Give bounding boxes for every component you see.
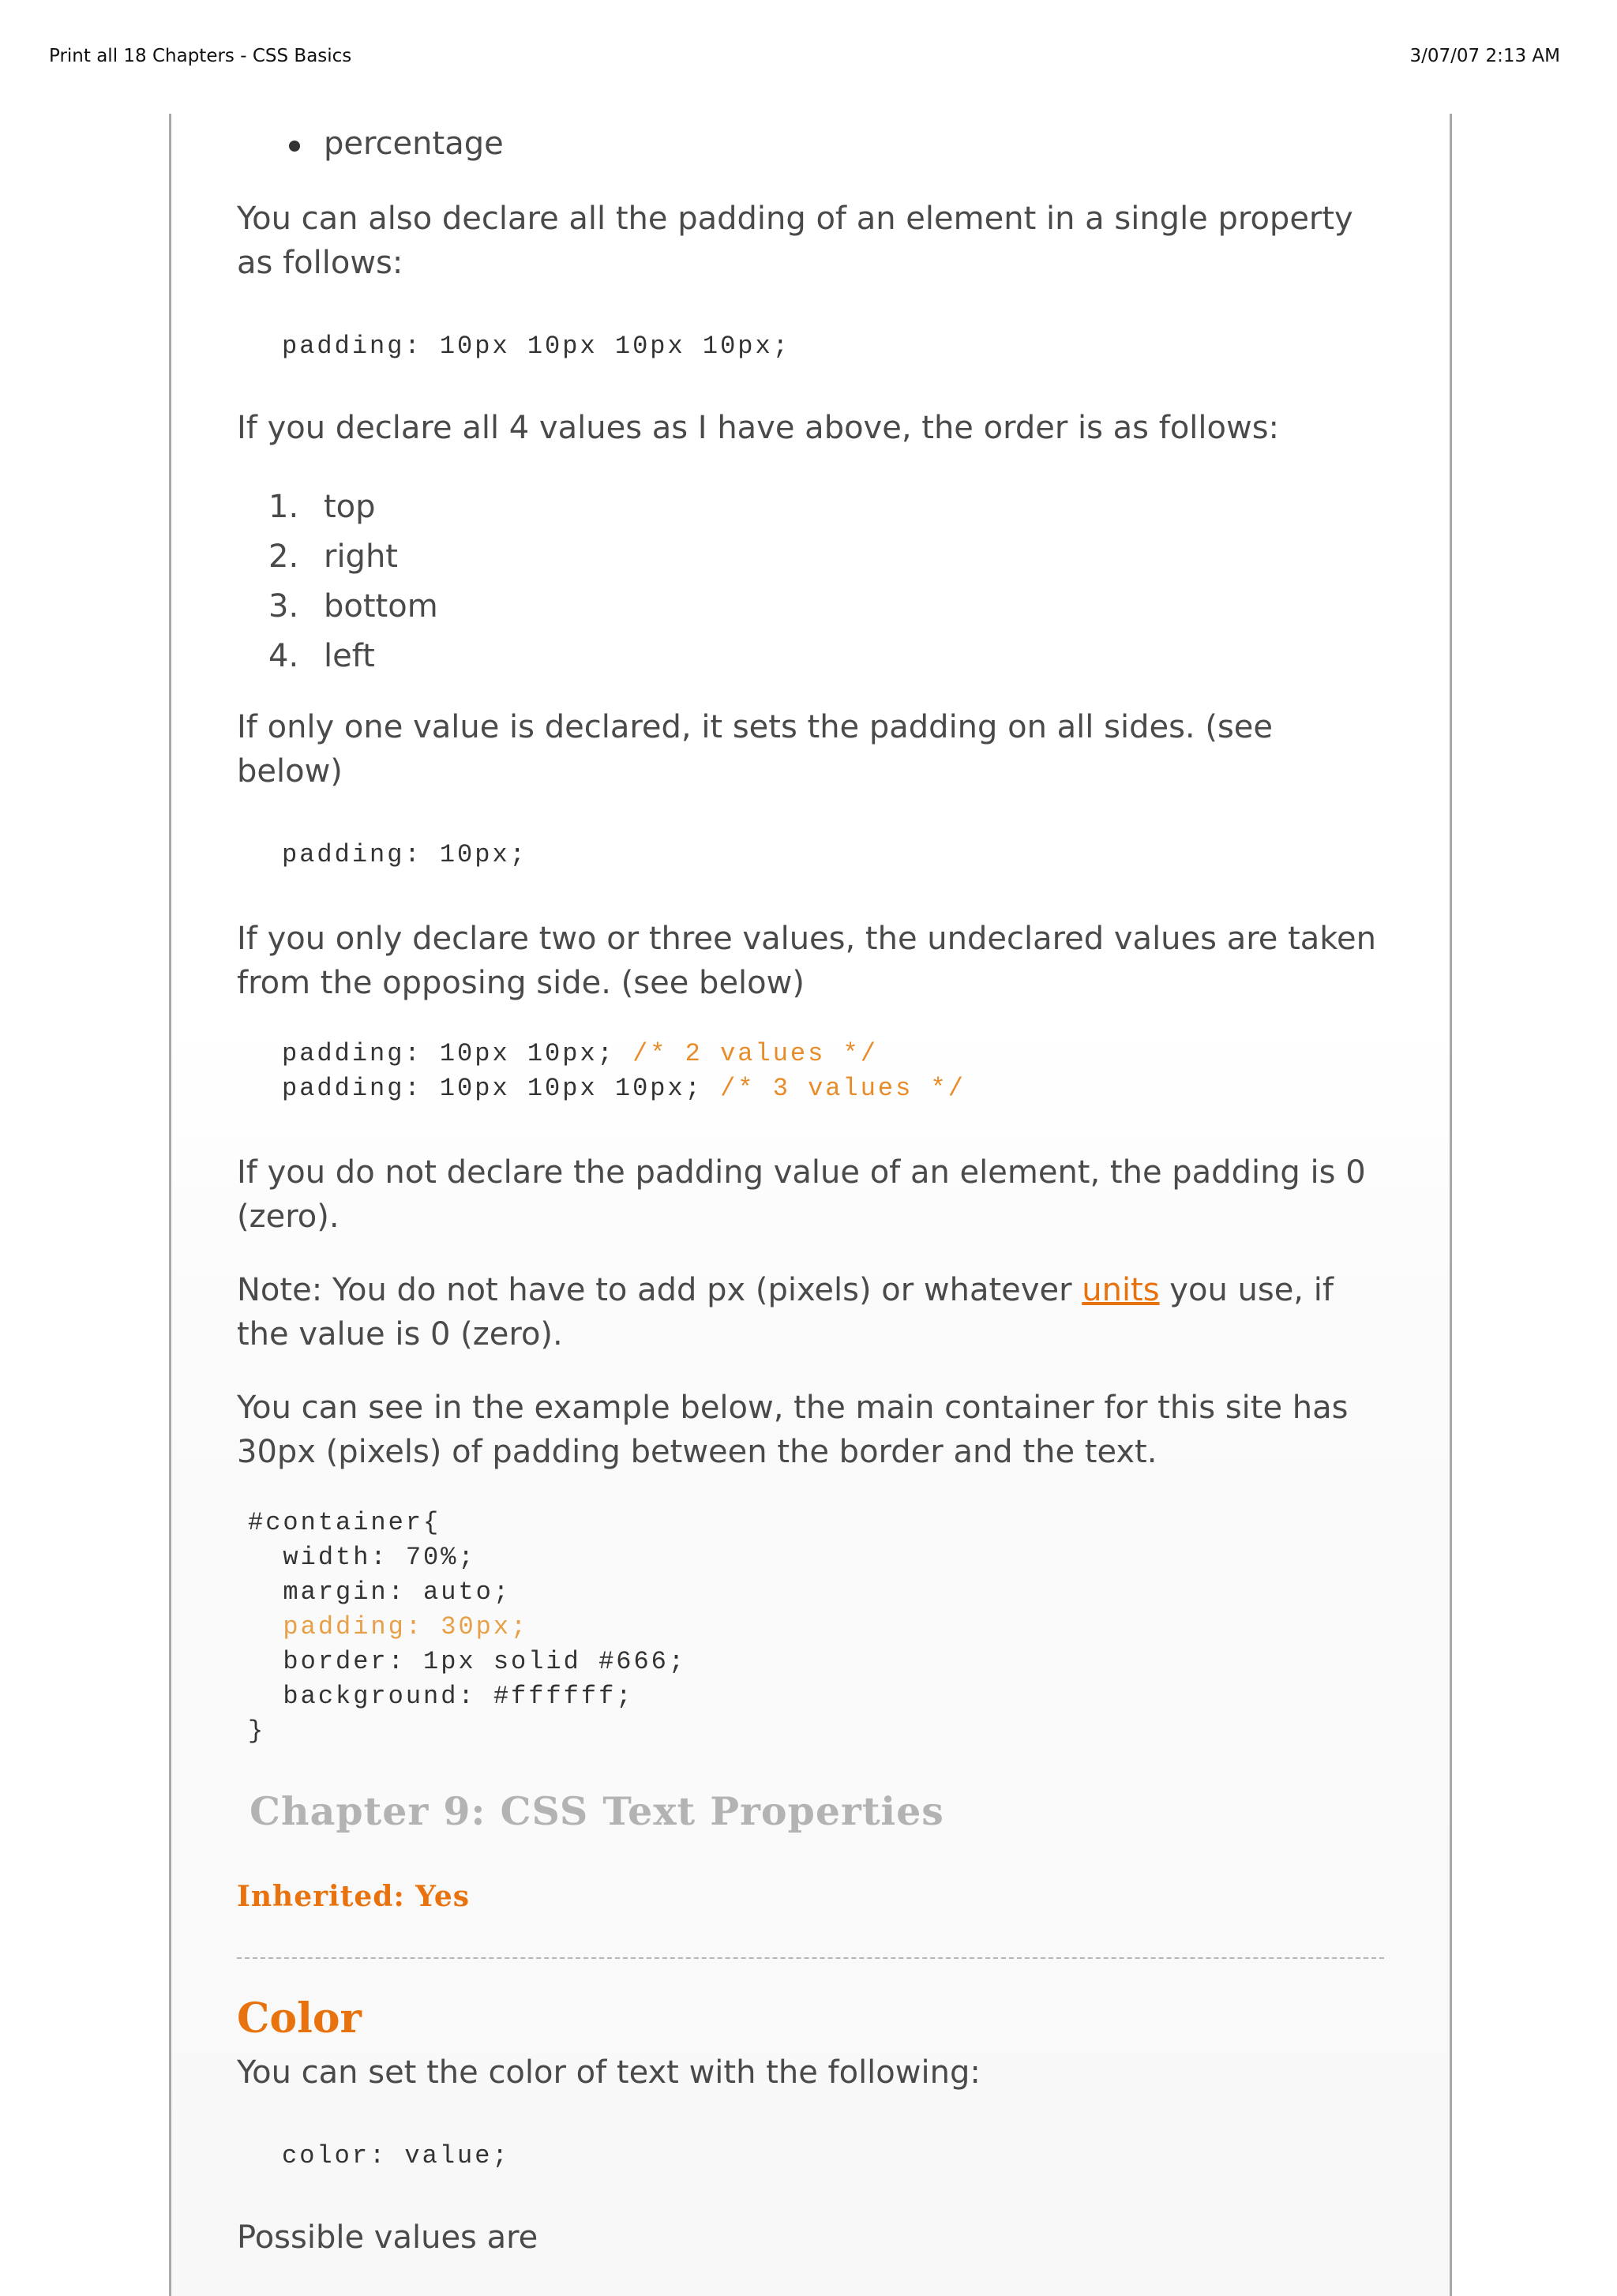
code-line: color: value; (282, 2141, 510, 2170)
list-item (237, 632, 1384, 681)
paragraph-order: If you declare all 4 values as I have above, the order is as follows: (237, 410, 1280, 446)
list-label: right (324, 538, 398, 575)
main-container (169, 114, 1452, 2296)
paragraph-possible-values: Possible values are (237, 2219, 538, 2256)
code-line: } (248, 1716, 266, 1746)
code-padding-all-four (237, 329, 1384, 364)
code-line: #container{ (248, 1508, 441, 1537)
list-number: 1. (268, 489, 299, 525)
code-color (237, 2139, 1384, 2174)
chapter-title: Chapter 9: CSS Text Properties (249, 1788, 944, 1834)
paragraph-color: You can set the color of text with the following: (237, 2054, 981, 2091)
list-item (237, 582, 1384, 632)
list-item (237, 532, 1384, 582)
list-number: 4. (268, 638, 299, 674)
paragraph-zero: If you do not declare the padding value of an element, the padding is 0 (zero). (237, 1154, 1366, 1235)
code-line: width: 70%; (248, 1543, 476, 1572)
order-list (237, 482, 1384, 681)
paragraph-example: You can see in the example below, the main container for this site has 30px (pixels) of padding between the border and the text. (237, 1390, 1349, 1470)
list-item (237, 482, 1384, 532)
list-label: top (324, 489, 376, 525)
code-container-example (237, 1506, 1384, 1749)
print-page-title: Print all 18 Chapters - CSS Basics (49, 46, 352, 66)
units-link[interactable]: units (1082, 1272, 1160, 1308)
inherited-label: Inherited: Yes (237, 1880, 471, 1913)
print-datetime: 3/07/07 2:13 AM (1409, 46, 1560, 66)
code-line: padding: 10px 10px 10px 10px; (282, 332, 790, 361)
article-content (237, 114, 1384, 2260)
code-line: padding: 10px 10px 10px; (282, 1074, 703, 1103)
code-comment: /* 2 values */ (632, 1039, 878, 1068)
code-comment: /* 3 values */ (720, 1074, 966, 1103)
code-line: background: #ffffff; (248, 1682, 634, 1711)
note-text-before: Note: You do not have to add px (pixels) or whatever (237, 1272, 1082, 1308)
units-bullet-list (237, 122, 1384, 166)
note-text-after: you use, if the value is 0 (zero). (237, 1272, 1334, 1352)
paragraph-note (237, 1268, 1384, 1356)
section-divider (237, 1957, 1384, 1959)
code-line: border: 1px solid #666; (248, 1647, 687, 1676)
list-label: bottom (324, 588, 438, 625)
paragraph-one-value: If only one value is declared, it sets the padding on all sides. (see below) (237, 709, 1274, 790)
code-line-highlighted: padding: 30px; (248, 1612, 529, 1641)
list-number: 2. (268, 538, 299, 575)
list-number: 3. (268, 588, 299, 625)
paragraph-two-three: If you only declare two or three values, the undeclared values are taken from the opposing side. (see below) (237, 921, 1376, 1001)
code-line: padding: 10px; (282, 840, 527, 869)
print-header (49, 46, 1568, 71)
paragraph-shorthand: You can also declare all the padding of an element in a single property as follows: (237, 201, 1353, 281)
code-line: margin: auto; (248, 1578, 512, 1607)
list-item: percentage (237, 122, 1384, 166)
section-heading-color: Color (237, 1994, 362, 2043)
code-padding-two-three (237, 1037, 1384, 1106)
code-line: padding: 10px 10px; (282, 1039, 615, 1068)
code-padding-one (237, 838, 1384, 872)
list-label: left (324, 638, 375, 674)
